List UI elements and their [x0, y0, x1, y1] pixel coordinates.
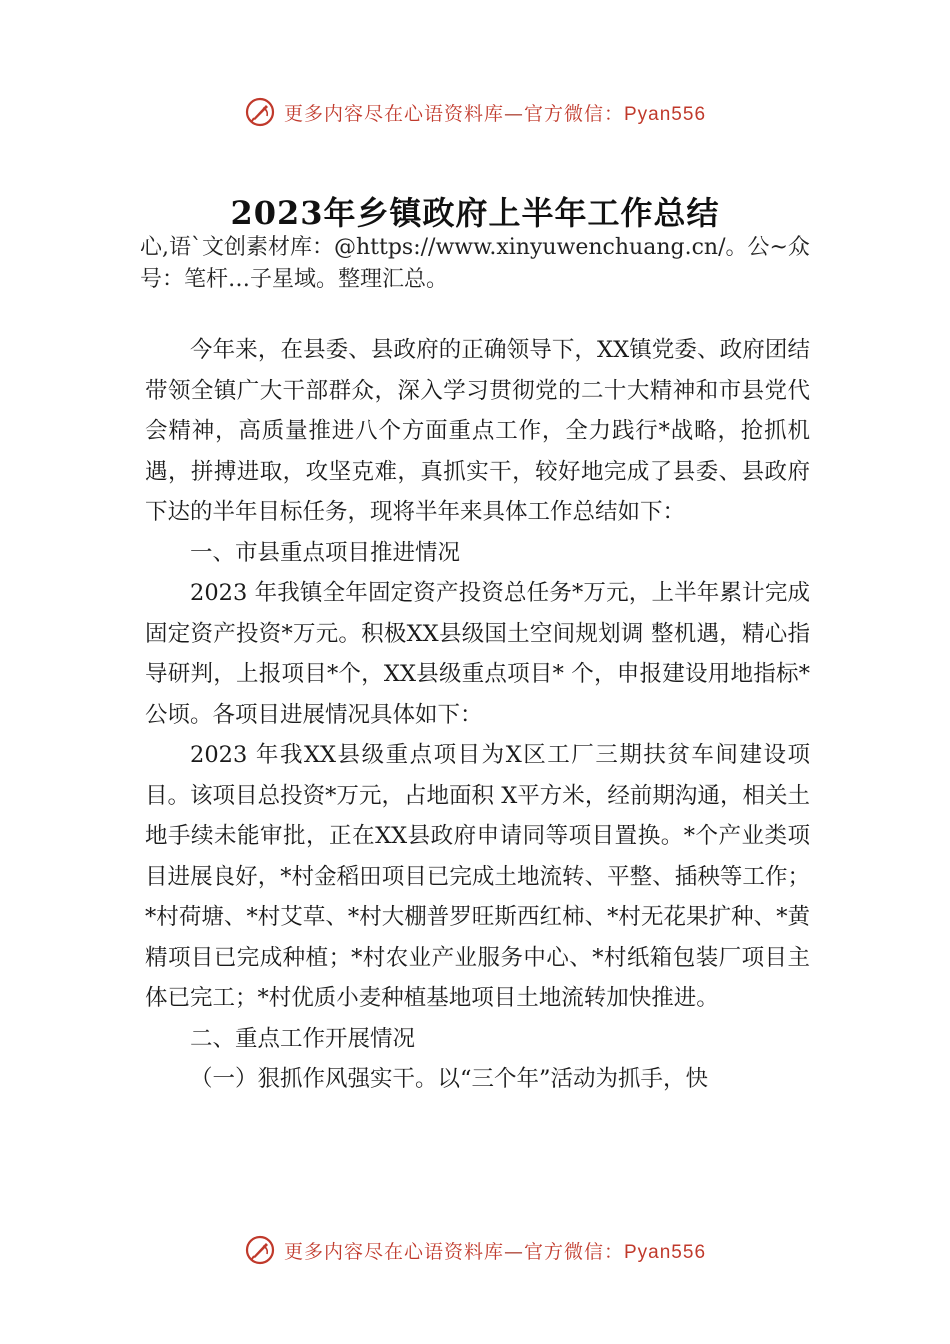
- section-heading-1: 一、市县重点项目推进情况: [190, 539, 461, 566]
- document-body: [145, 330, 810, 1100]
- source-note: 心,语`文创素材库：@https://www.xinyuwenchuang.cn/。公~众号：笔杆…子星域。整理汇总。: [140, 235, 810, 292]
- watermark-wechat-label: 官方微信：: [523, 102, 624, 125]
- quill-pen-circle-icon: [244, 96, 276, 128]
- watermark-slogan: 更多内容尽在心语资料库: [283, 102, 504, 125]
- paragraph-investment: 2023 年我镇全年固定资产投资总任务*万元，上半年累计完成固定资产投资*万元。积极XX县级国土空间规划调 整机遇，精心指导研判，上报项目*个，XX县级重点项目* 个，申报建设用地指标*公顷。各项目进展情况具体如下：: [145, 580, 810, 728]
- watermark-text: [284, 1237, 706, 1264]
- watermark-banner-top: [0, 96, 950, 128]
- watermark-banner-bottom: [0, 1234, 950, 1266]
- watermark-separator: —: [503, 1240, 524, 1263]
- watermark-text: [284, 99, 706, 126]
- watermark-wechat-id: Pyan556: [624, 103, 707, 125]
- watermark-wechat-label: 官方微信：: [523, 1240, 624, 1263]
- section-heading-2: 二、重点工作开展情况: [190, 1025, 416, 1052]
- document-title: 2023年乡镇政府上半年工作总结: [230, 194, 720, 232]
- paragraph-work-style: （一）狠抓作风强实干。以“三个年”活动为抓手，快: [190, 1066, 709, 1092]
- watermark-slogan: 更多内容尽在心语资料库: [283, 1240, 504, 1263]
- paragraph-projects: 2023 年我XX县级重点项目为X区工厂三期扶贫车间建设项目。该项目总投资*万元，占地面积 X平方米，经前期沟通，相关土地手续未能审批，正在XX县政府申请同等项目置换。*个产业类项目进展良好，*村金稻田项目已完成土地流转、平整、插秧等工作；*村荷塘、*村艾草、*村大棚普罗旺斯西红柿、*村无花果扩种、*黄精项目已完成种植；*村农业产业服务中心、*村纸箱包装厂项目主体已完工；*村优质小麦种植基地项目土地流转加快推进。: [145, 742, 810, 1011]
- watermark-separator: —: [503, 102, 524, 125]
- paragraph-intro: 今年来，在县委、县政府的正确领导下，XX镇党委、政府团结带领全镇广大干部群众，深入学习贯彻党的二十大精神和市县党代会精神，高质量推进八个方面重点工作，全力践行*战略，抢抓机遇，拼搏进取，攻坚克难，真抓实干，较好地完成了县委、县政府下达的半年目标任务，现将半年来具体工作总结如下：: [145, 337, 810, 525]
- watermark-wechat-id: Pyan556: [624, 1241, 707, 1263]
- quill-pen-circle-icon: [244, 1234, 276, 1266]
